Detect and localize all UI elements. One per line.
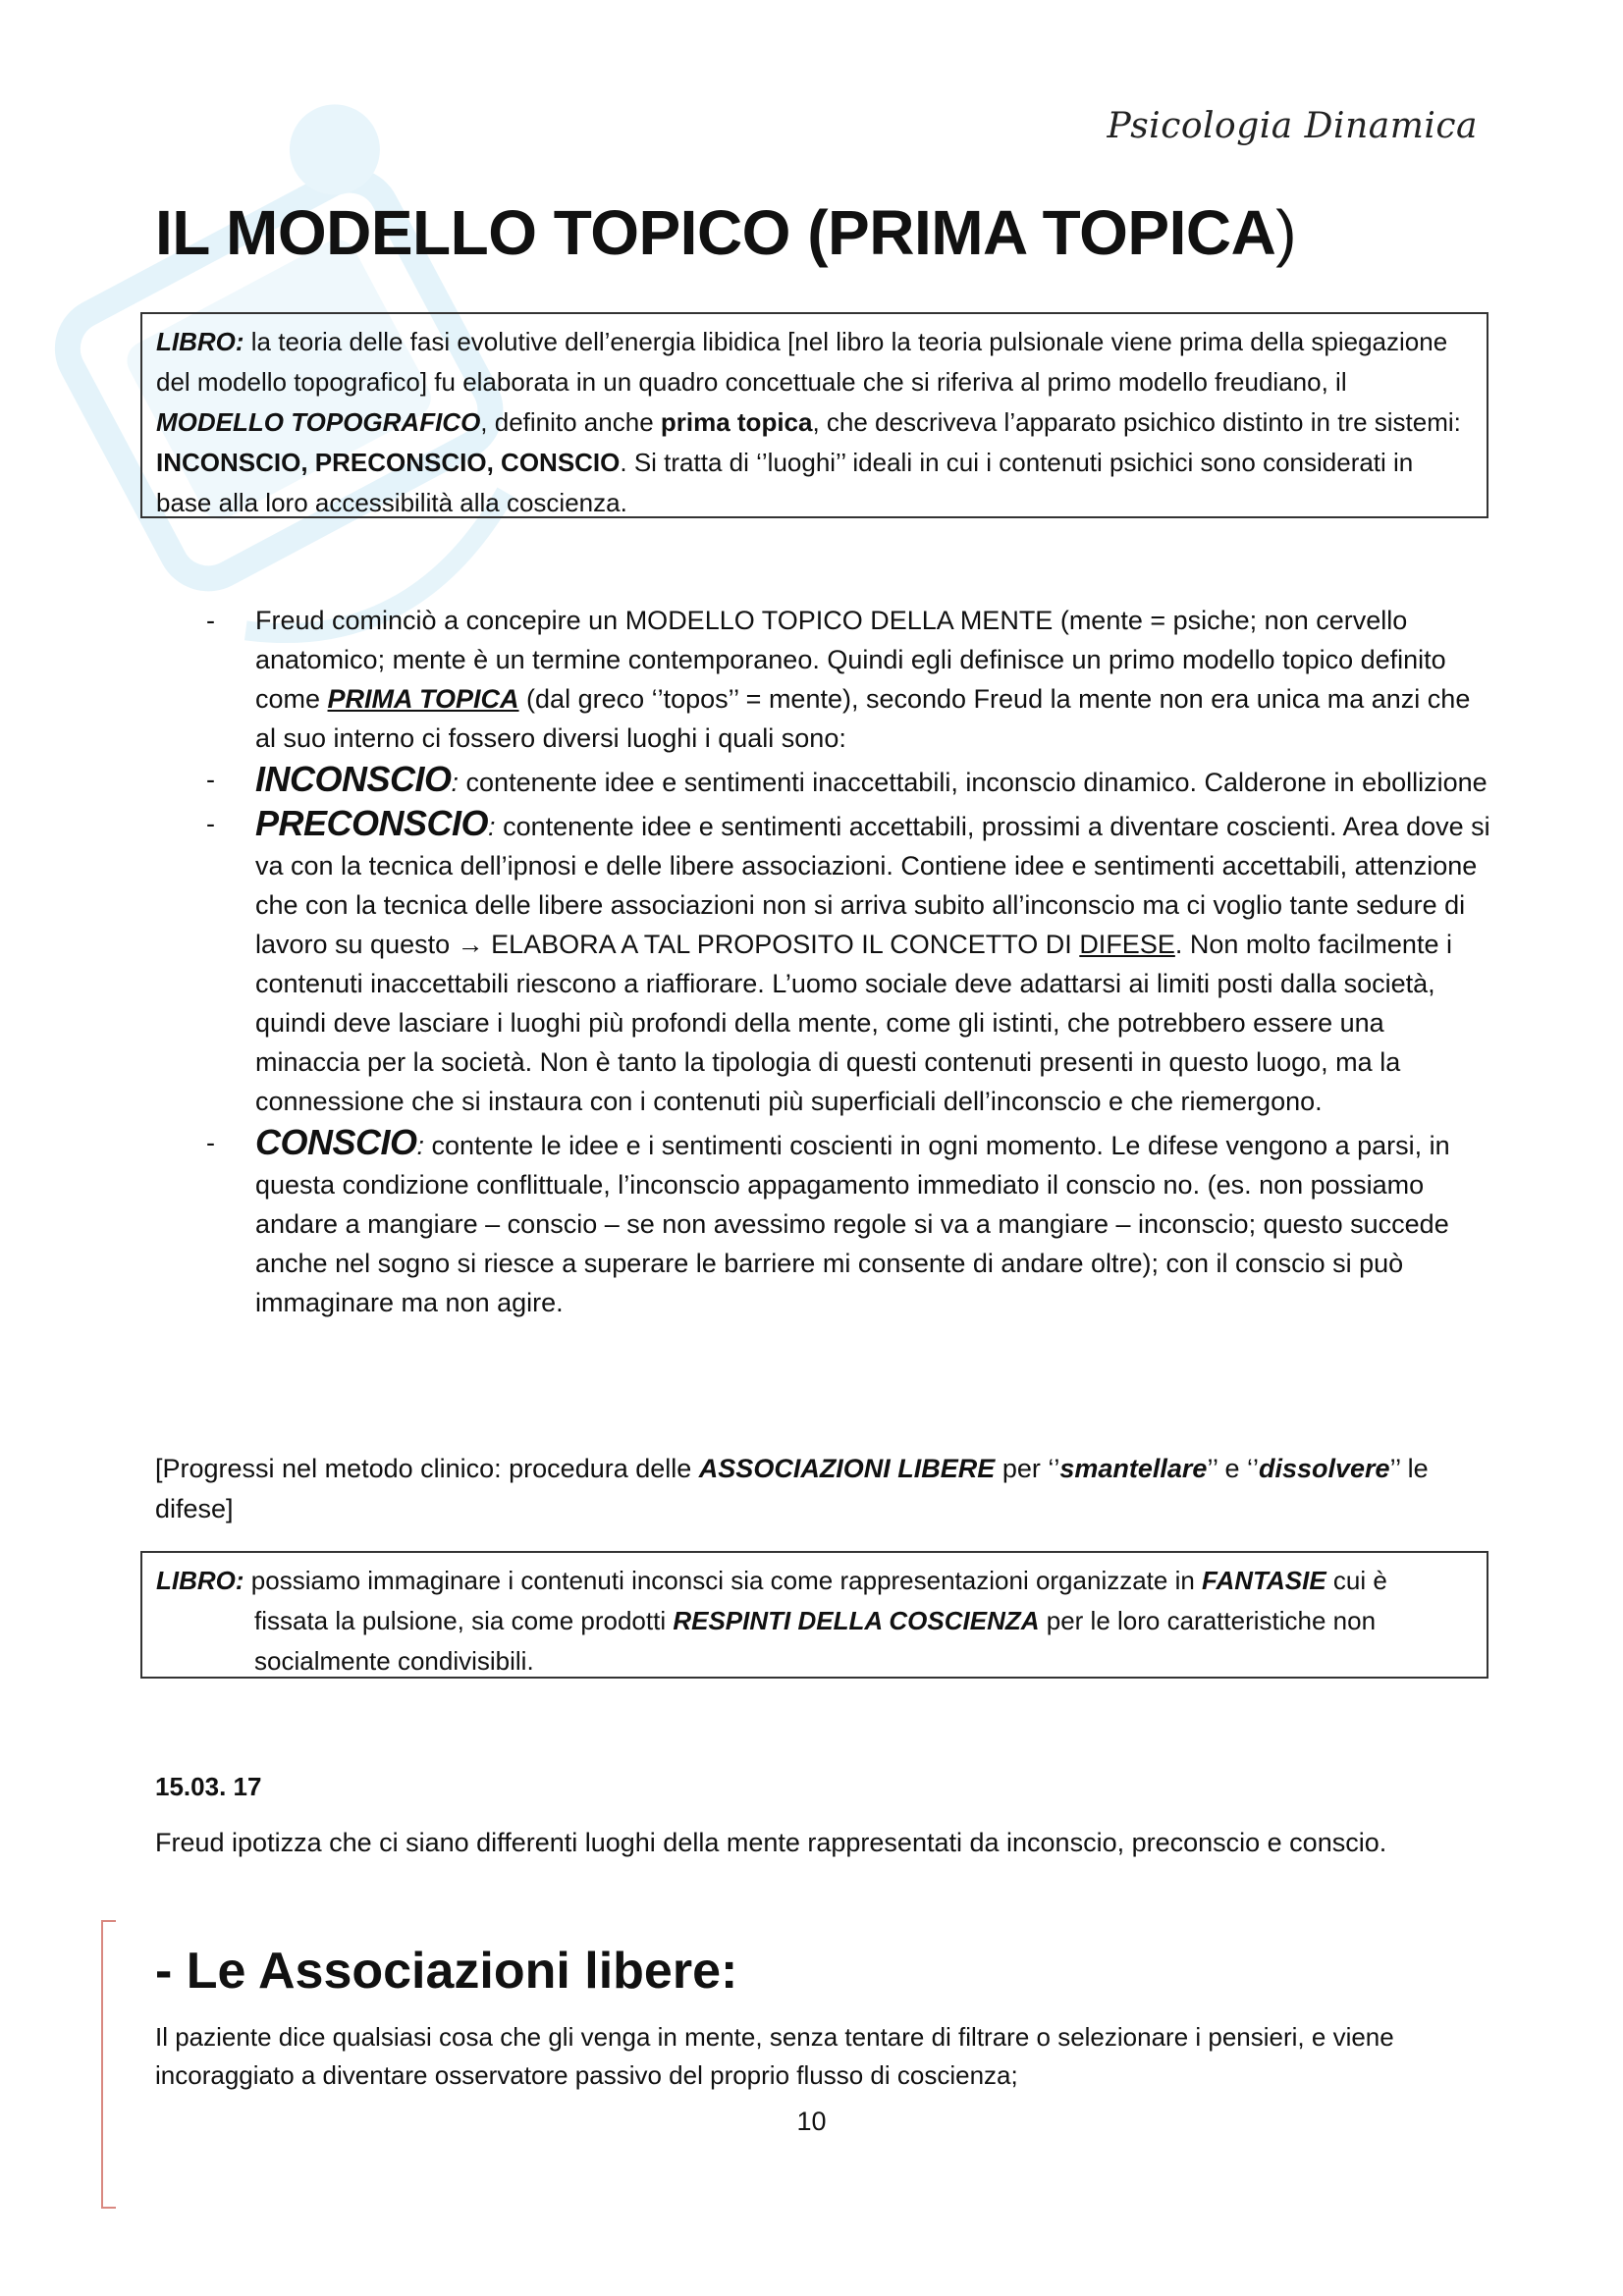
margin-bracket [101, 1920, 116, 2209]
list-item: - INCONSCIO: contenente idee e sentimenti inaccettabili, inconscio dinamico. Calderone in ebollizione [206, 759, 1488, 799]
freud-paragraph: Freud ipotizza che ci siano differenti luoghi della mente rappresentati da inconscio, preconscio e conscio. [155, 1828, 1387, 1857]
page-number: 10 [796, 2107, 827, 2136]
libro-box-1: LIBRO: la teoria delle fasi evolutive dell’energia libidica [nel libro la teoria pulsionale viene prima della spiegazione del modello topografico] fu elaborata in un quadro concettuale che si riferiva al primo modello freudiano, il MODELLO TOPOGRAFICO, definito anche prima topica, che descriveva l’apparato psichico distinto in tre sistemi: INCONSCIO, PRECONSCIO, CONSCIO. Si tratta di ‘’luoghi’’ ideali in cui i contenuti psichici sono considerati in base alla loro accessibilità alla coscienza. [140, 312, 1488, 518]
progressi-paragraph: [Progressi nel metodo clinico: procedura delle ASSOCIAZIONI LIBERE per ‘’smantellare’’ e ‘’dissolvere’’ le difese] [155, 1454, 1429, 1523]
list-item: - CONSCIO: contente le idee e i sentimenti coscienti in ogni momento. Le difese vengono a parsi, in questa condizione conflittuale, l’inconscio appagamento immediato il conscio no. (es. non possiamo andare a mangiare – conscio – se non avessimo regole si va a mangiare – inconscio; questo succede anche nel sogno si riesce a superare le barriere mi consente di andare oltre); con il conscio si può immaginare ma non agire. [206, 1122, 1450, 1317]
libro-box-2: LIBRO: possiamo immaginare i contenuti inconsci sia come rappresentazioni organizzate in FANTASIE cui è fissata la pulsione, sia come prodotti RESPINTI DELLA COSCIENZA per le loro caratteristiche non socialmente condivisibili. [140, 1551, 1488, 1679]
section-heading: - Le Associazioni libere: [155, 1943, 738, 2000]
associazioni-paragraph: Il paziente dice qualsiasi cosa che gli venga in mente, senza tentare di filtrare o selezionare i pensieri, e viene incoraggiato a diventare osservatore passivo del proprio flusso di coscienza; [155, 2022, 1394, 2090]
topica-list [196, 601, 1492, 1324]
lecture-date: 15.03. 17 [155, 1772, 262, 1801]
list-item: - PRECONSCIO: contenente idee e sentimenti accettabili, prossimi a diventare coscienti. Area dove si va con la tecnica dell’ipnosi e delle libere associazioni. Contiene idee e sentimenti accettabili, attenzione che con la tecnica delle libere associazioni non si arriva subito all’inconscio ma ci voglio tante sedure di lavoro su questo → ELABORA A TAL PROPOSITO IL CONCETTO DI DIFESE. Non molto facilmente i contenuti inaccettabili riescono a riaffiorare. L’uomo sociale deve adattarsi ai limiti posti dalla società, quindi deve lasciare i luoghi più profondi della mente, come gli istinti, che potrebbero essere una minaccia per la società. Non è tanto la tipologia di questi contenuti presenti in questo luogo, ma la connessione che si instaura con i contenuti più superficiali dell’inconscio e che riemergono. [206, 803, 1490, 1116]
running-header: Psicologia Dinamica [1107, 106, 1478, 146]
list-item: - Freud cominciò a concepire un MODELLO TOPICO DELLA MENTE (mente = psiche; non cervello anatomico; mente è un termine contemporaneo. Quindi egli definisce un primo modello topico definito come PRIMA TOPICA (dal greco ‘’topos’’ = mente), secondo Freud la mente non era unica ma anzi che al suo interno ci fossero diversi luoghi i quali sono: [206, 606, 1471, 753]
page-title: IL MODELLO TOPICO (PRIMA TOPICA) [155, 197, 1297, 268]
